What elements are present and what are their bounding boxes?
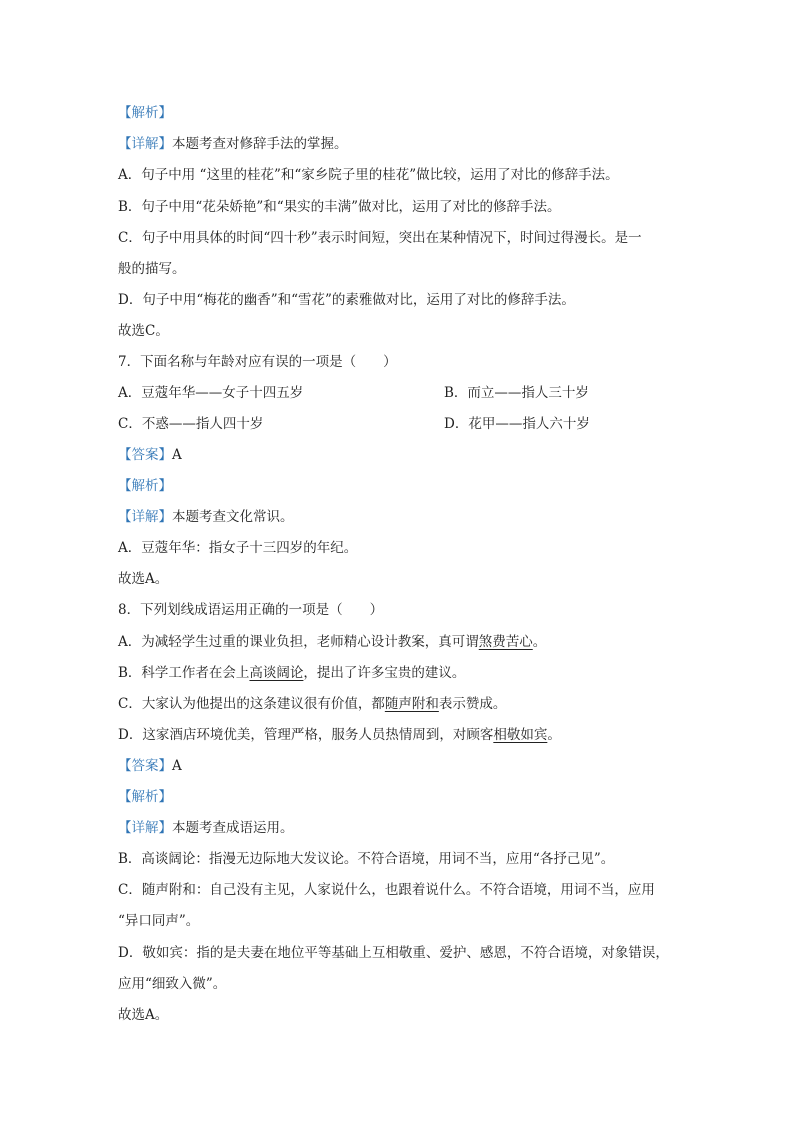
q8-option-b-text: B．科学工作者在会上	[118, 665, 250, 681]
q6-analysis-tag: 【解析】	[118, 105, 172, 121]
q8-answer-value: A	[172, 758, 182, 774]
q8-option-a-end: 。	[532, 634, 547, 650]
q8-choose: 故选A。	[118, 1007, 169, 1023]
q7-option-b: B．而立——指人三十岁	[444, 385, 589, 401]
q8-detail-tag: 【详解】	[118, 820, 172, 836]
q7-question: 7．下面名称与年龄对应有误的一项是（ ）	[118, 354, 397, 370]
q8-option-d-end: 。	[547, 727, 561, 743]
q8-explain-c-line1: C．随声附和：自己没有主见，人家说什么，也跟着说什么。不符合语境，用词不当，应用	[118, 882, 655, 898]
q6-detail	[118, 134, 348, 154]
q8-option-d	[118, 725, 561, 745]
q8-explain-b: B．高谈阔论：指漫无边际地大发议论。不符合语境，用词不当，应用“各抒己见”。	[118, 851, 615, 867]
q8-answer-tag: 【答案】	[118, 758, 172, 774]
q6-explain-c-line2: 般的描写。	[118, 261, 186, 277]
q8-answer	[118, 756, 182, 776]
q8-option-c-text: C．大家认为他提出的这条建议很有价值，都	[118, 696, 385, 712]
q6-detail-text: 本题考查对修辞手法的掌握。	[172, 136, 348, 152]
q8-option-c	[118, 694, 506, 714]
q8-explain-c-line2: “异口同声”。	[118, 913, 200, 929]
q8-detail	[118, 818, 294, 838]
q6-explain-c-line1: C．句子中用具体的时间“四十秒”表示时间短，突出在某种情况下，时间过得漫长。是一	[118, 230, 642, 246]
q8-option-c-idiom: 随声附和	[384, 696, 439, 712]
q7-options-row2	[118, 414, 678, 434]
q6-explain-b: B．句子中用“花朵娇艳”和“果实的丰满”做对比，运用了对比的修辞手法。	[118, 199, 561, 215]
q8-option-b-end: ，提出了许多宝贵的建议。	[303, 665, 466, 681]
q7-detail-tag: 【详解】	[118, 509, 172, 525]
q8-detail-text: 本题考查成语运用。	[172, 820, 294, 836]
q6-explain-d: D．句子中用“梅花的幽香”和“雪花”的素雅做对比，运用了对比的修辞手法。	[118, 292, 575, 308]
q8-option-a-idiom: 煞费苦心	[478, 634, 533, 650]
q6-choose: 故选C。	[118, 323, 169, 339]
q8-question: 8．下列划线成语运用正确的一项是（ ）	[118, 602, 384, 618]
q7-option-d: D．花甲——指人六十岁	[444, 416, 590, 432]
q8-option-b	[118, 663, 465, 683]
q7-explain-a: A．豆蔻年华：指女子十三四岁的年纪。	[118, 540, 358, 556]
q8-option-a	[118, 632, 546, 652]
q8-option-c-end: 表示赞成。	[438, 696, 507, 712]
q8-option-a-text: A．为减轻学生过重的课业负担，老师精心设计教案，真可谓	[118, 634, 479, 650]
q7-analysis-tag: 【解析】	[118, 478, 172, 494]
q7-answer-value: A	[172, 447, 182, 463]
q7-answer-tag: 【答案】	[118, 447, 172, 463]
q8-explain-d-line1: D．敬如宾：指的是夫妻在地位平等基础上互相敬重、爱护、感恩，不符合语境，对象错误，	[118, 945, 669, 961]
q8-explain-d-line2: 应用“细致入微”。	[118, 976, 227, 992]
q7-detail-text: 本题考查文化常识。	[172, 509, 294, 525]
q6-explain-a: A．句子中用 “这里的桂花”和“家乡院子里的桂花”做比较，运用了对比的修辞手法。	[118, 167, 619, 183]
q8-analysis-tag: 【解析】	[118, 789, 172, 805]
q8-option-b-idiom: 高谈阔论	[249, 665, 304, 681]
q7-options-row1	[118, 383, 678, 403]
q7-answer	[118, 445, 182, 465]
q7-option-a: A．豆蔻年华——女子十四五岁	[118, 385, 304, 401]
q7-option-c: C．不惑——指人四十岁	[118, 416, 264, 432]
q6-detail-tag: 【详解】	[118, 136, 172, 152]
q8-option-d-text: D．这家酒店环境优美，管理严格，服务人员热情周到，对顾客	[118, 727, 494, 743]
q7-choose: 故选A。	[118, 571, 169, 587]
q7-detail	[118, 507, 294, 527]
q8-option-d-idiom: 相敬如宾	[493, 727, 548, 743]
